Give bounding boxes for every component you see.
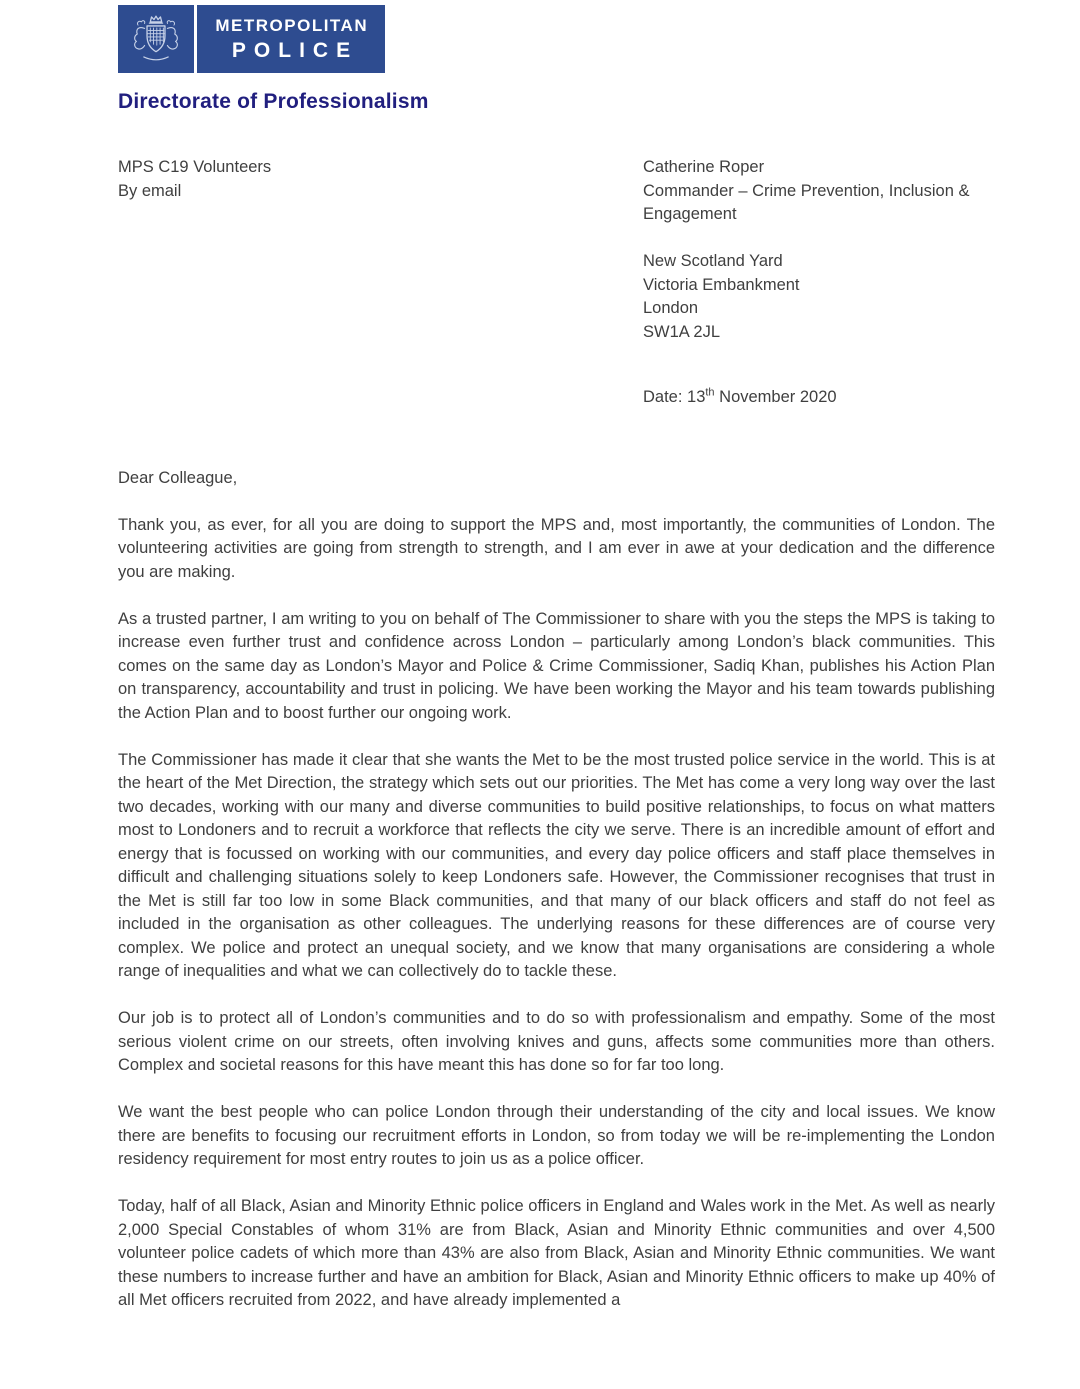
address-section (118, 156, 995, 410)
met-police-crest-icon (118, 5, 194, 73)
date-suffix: November 2020 (714, 388, 837, 406)
met-police-logo (118, 5, 385, 73)
sender-address-line: Victoria Embankment (643, 275, 800, 294)
sender-address-line: SW1A 2JL (643, 322, 721, 341)
recipient-delivery-method: By email (118, 181, 182, 200)
spacer (643, 227, 995, 251)
paragraph-5: We want the best people who can police London through their understanding of the city and local issues. We know there are benefits to focusing our recruitment efforts in London, so from today we will be re-implementing the London residency requirement for most entry routes to join us as a police officer. (118, 1103, 995, 1168)
paragraph-2: As a trusted partner, I am writing to you on behalf of The Commissioner to share with you the steps the MPS is taking to increase even further trust and confidence across London – particularly among London’s black communities. This comes on the same day as London’s Mayor and Police & Crime Commissioner, Sadiq Khan, publishes his Action Plan on transparency, accountability and trust in policing. We have been working the Mayor and his team towards publishing the Action Plan and to boost further our ongoing work. (118, 609, 995, 722)
logo-brand-line1: METROPOLITAN (215, 15, 369, 35)
letter-body (118, 467, 995, 1313)
logo-wordmark (197, 5, 385, 73)
sender-address-line: London (643, 299, 699, 317)
sender-block (643, 156, 995, 410)
sender-title: Commander – Crime Prevention, Inclusion & Engagement (643, 181, 970, 223)
recipient-block (118, 156, 643, 410)
salutation: Dear Colleague, (118, 468, 238, 487)
letter-date (643, 386, 995, 410)
letterhead (118, 5, 995, 114)
paragraph-3: The Commissioner has made it clear that she wants the Met to be the most trusted police service in the world. This is at the heart of the Met Direction, the strategy which sets out our priorities. The Met has come a very long way over the last two decades, working with our many and diverse communities to build positive relationships, to focus on what matters most to Londoners and to recruit a workforce that reflects the city we serve. There is an incredible amount of effort and energy that is focussed on working with our communities, and every day police officers and staff place themselves in difficult and challenging situations solely to keep Londoners safe. However, the Commissioner recognises that trust in the Met is still far too low in some Black communities, and that many of our black officers and staff do not feel as included in the organisation as other colleagues. The underlying reasons for these differences are of course very complex. We police and protect an unequal society, and we know that many organisations are considering a whole range of inequalities and what we can collectively do to tackle these. (118, 750, 995, 980)
date-ordinal-superscript: th (705, 386, 715, 399)
paragraph-4: Our job is to protect all of London’s communities and to do so with professionalism and empathy. Some of the most serious violent crime on our streets, often involving knives and guns, affects some communities more than others. Complex and societal reasons for this have meant this has done so for far too long. (118, 1009, 995, 1074)
logo-brand-line2: POLICE (231, 38, 359, 62)
department-heading: Directorate of Professionalism (118, 90, 429, 113)
sender-address-line: New Scotland Yard (643, 252, 783, 270)
date-prefix: Date: 13 (643, 388, 706, 406)
paragraph-6: Today, half of all Black, Asian and Minority Ethnic police officers in England and Wales work in the Met. As well as nearly 2,000 Special Constables of whom 31% are from Black, Asian and Minority Ethnic communities and over 4,500 volunteer police cadets of which more than 43% are also from Black, Asian and Minority Ethnic communities. We want these numbers to increase further and have an ambition for Black, Asian and Minority Ethnic officers to make up 40% of all Met officers recruited from 2022, and have already implemented a (118, 1197, 995, 1309)
recipient-line: MPS C19 Volunteers (118, 158, 272, 176)
paragraph-1: Thank you, as ever, for all you are doing to support the MPS and, most importantly, the communities of London. The volunteering activities are going from strength to strength, and I am ever in awe at your dedication and the difference you are making. (118, 515, 995, 581)
sender-name: Catherine Roper (643, 158, 765, 176)
